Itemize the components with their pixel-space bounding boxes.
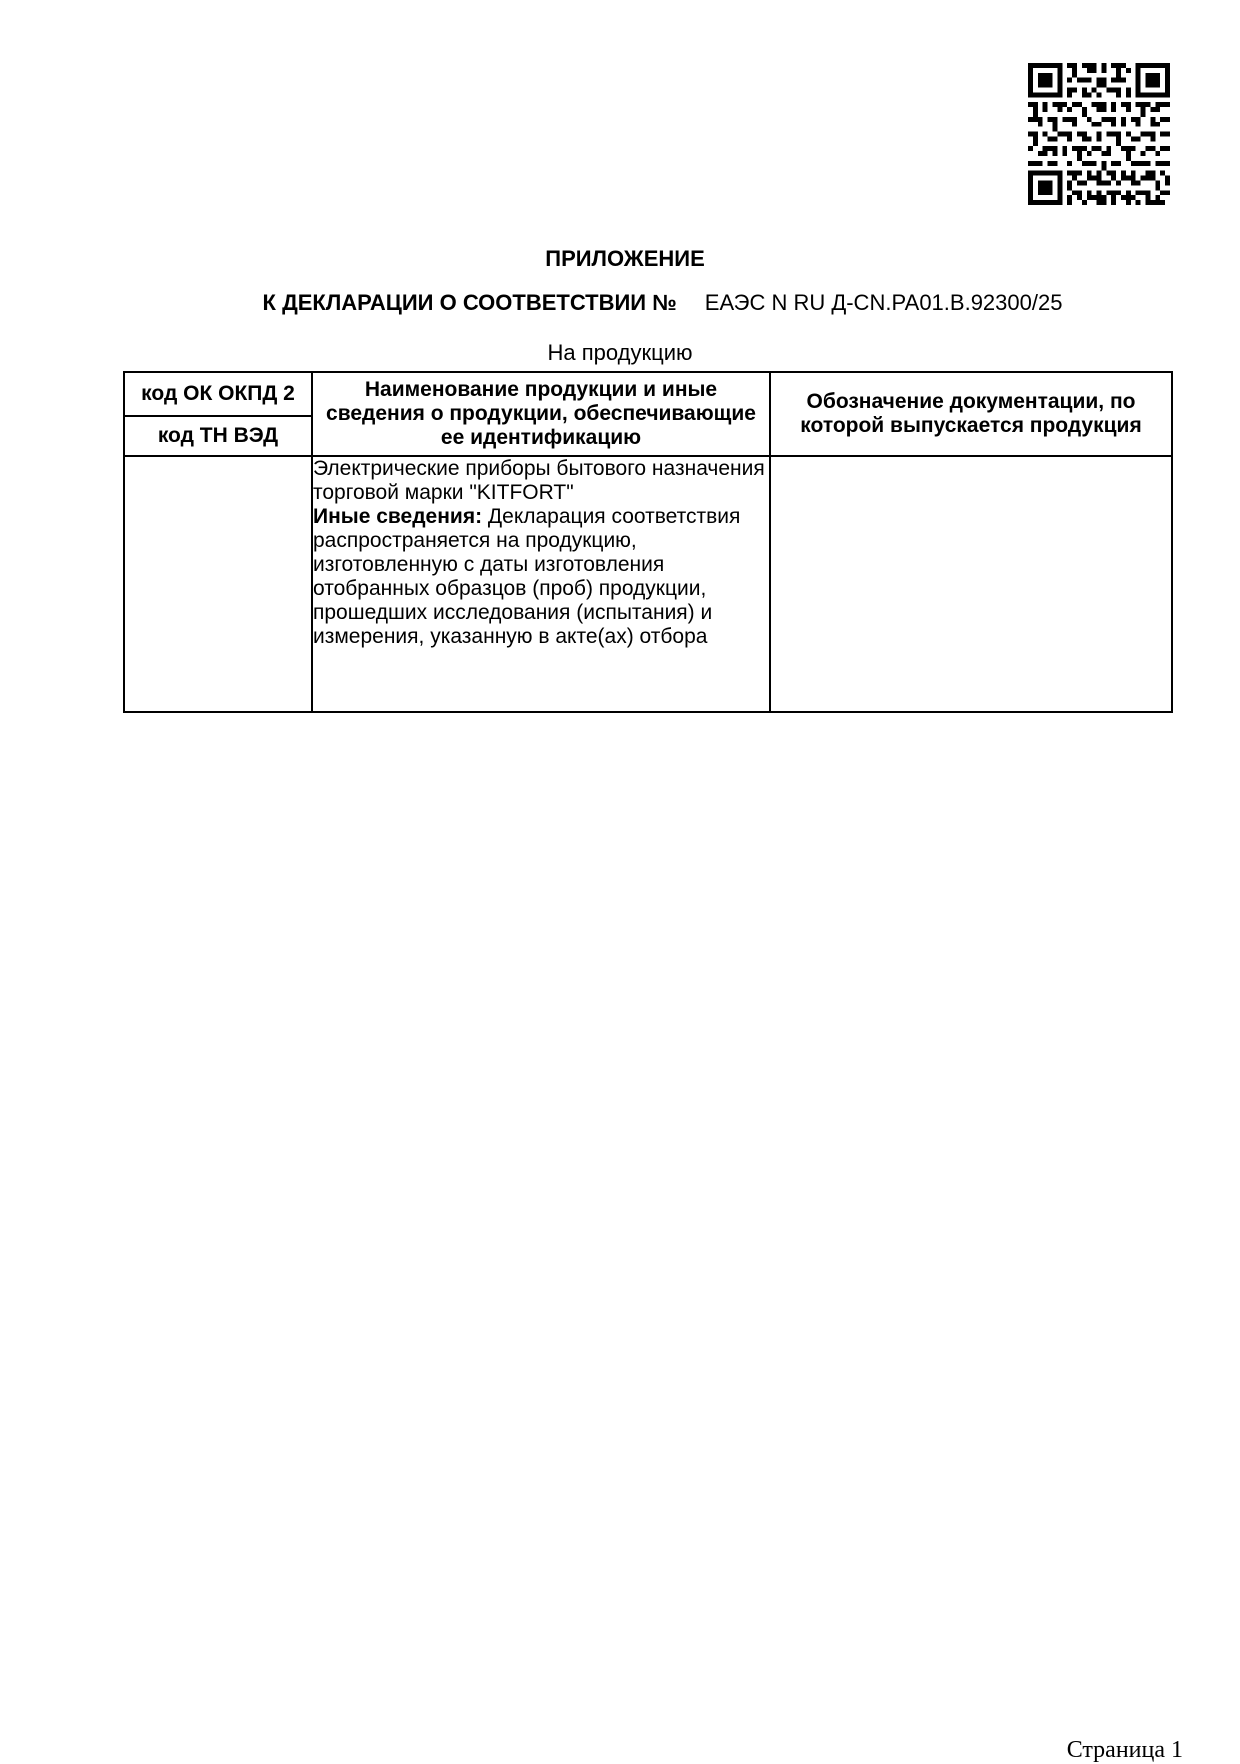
table-row [124,456,1172,712]
page-number: Страница 1 [1066,1737,1183,1763]
declaration-label: К ДЕКЛАРАЦИИ О СООТВЕТСТВИИ № [262,290,677,315]
header-docs: Обозначение документации, по которой выпускается продукция [770,372,1172,456]
other-info-label: Иные сведения: [313,505,483,528]
product-name: Электрические приборы бытового назначения торговой марки "KITFORT" [313,457,765,504]
declaration-line [0,290,1240,316]
header-tnved: код ТН ВЭД [124,416,312,456]
header-product: Наименование продукции и иные сведения о продукции, обеспечивающие ее идентификацию [312,372,770,456]
other-info-text: Декларация соответствия распространяется на продукцию, изготовленную с даты изготовления отобранных образцов (проб) продукции, прошедших исследования (испытания) и измерения, указанную в акте(ах) отбора [313,505,741,648]
qr-code [1028,63,1170,205]
cell-product [312,456,770,712]
cell-docs [770,456,1172,712]
header-okpd: код ОК ОКПД 2 [124,372,312,416]
declaration-number: ЕАЭС N RU Д-CN.РА01.В.92300/25 [704,290,1063,315]
appendix-title: ПРИЛОЖЕНИЕ [545,246,705,271]
product-table [123,371,1173,713]
cell-code [124,456,312,712]
product-subtitle: На продукцию [547,340,693,365]
